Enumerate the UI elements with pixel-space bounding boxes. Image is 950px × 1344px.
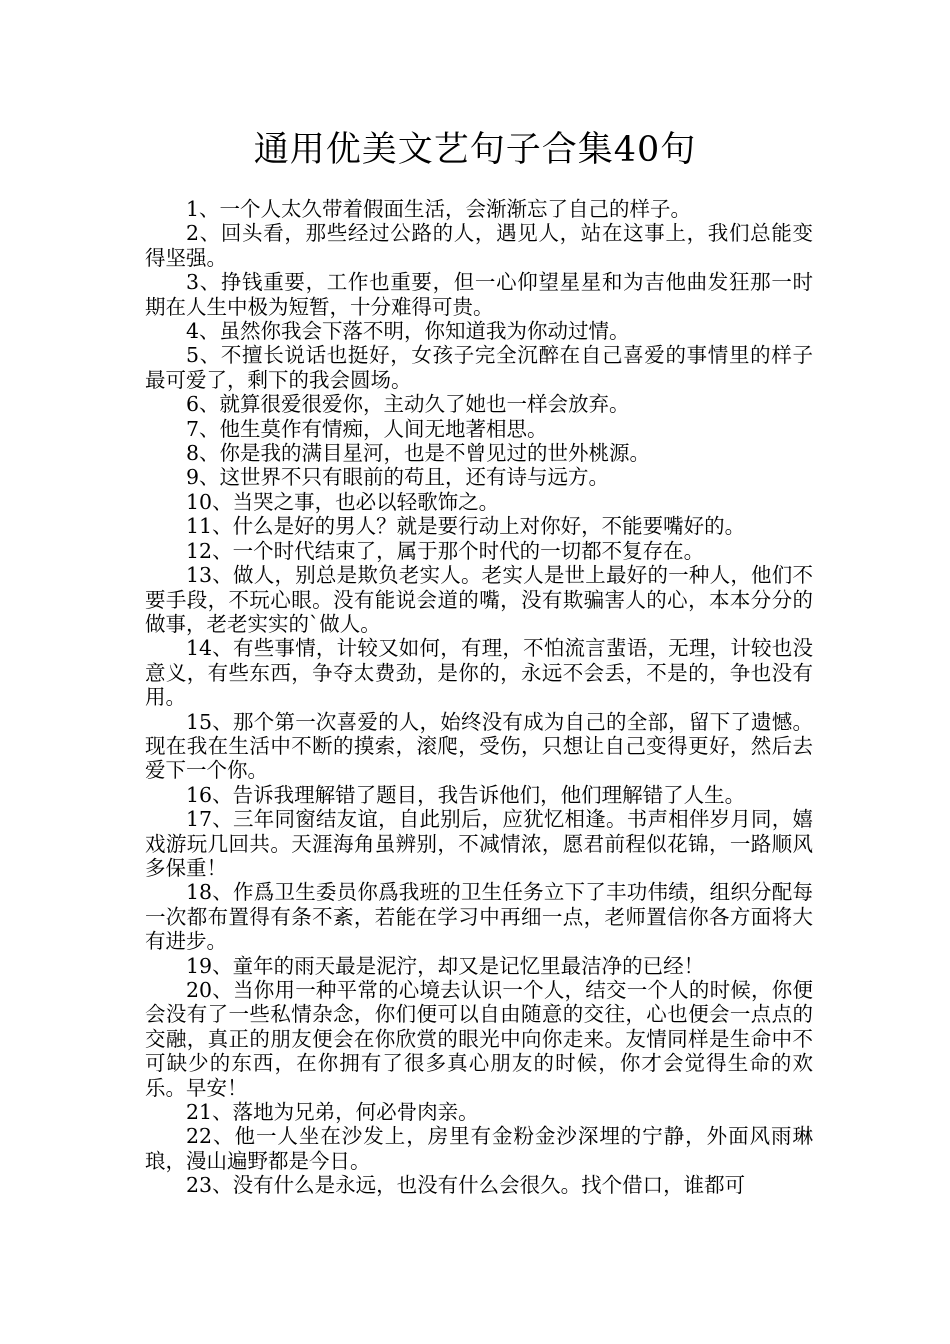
paragraph: 22、他一人坐在沙发上，房里有金粉金沙深埋的宁静，外面风雨琳琅，漫山遍野都是今日。 [145, 1124, 813, 1173]
document-title: 通用优美文艺句子合集40句 [253, 130, 697, 170]
paragraph: 21、落地为兄弟，何必骨肉亲。 [186, 1100, 479, 1125]
paragraph: 9、这世界不只有眼前的苟且，还有诗与远方。 [186, 465, 610, 490]
paragraph: 15、那个第一次喜爱的人，始终没有成为自己的全部，留下了遗憾。现在我在生活中不断的摸索，滚爬，受伤，只想让自己变得更好，然后去爱下一个你。 [145, 709, 813, 783]
paragraph: 11、什么是好的男人？就是要行动上对你好，不能要嘴好的。 [186, 514, 746, 539]
paragraph: 13、做人，别总是欺负老实人。老实人是世上最好的一种人，他们不要手段，不玩心眼。没有能说会道的嘴，没有欺骗害人的心，本本分分的做事，老老实实的`做人。 [145, 563, 813, 636]
paragraph: 2、回头看，那些经过公路的人，遇见人，站在这事上，我们总能变得坚强。 [145, 221, 813, 270]
paragraph: 16、告诉我理解错了题目，我告诉他们，他们理解错了人生。 [186, 782, 746, 807]
paragraph: 1、一个人太久带着假面生活，会渐渐忘了自己的样子。 [186, 197, 692, 221]
paragraph: 19、童年的雨天最是泥泞，却又是记忆里最洁净的已经！ [186, 953, 705, 978]
paragraph: 12、一个时代结束了，属于那个时代的一切都不复存在。 [186, 538, 705, 563]
paragraph: 23、没有什么是永远，也没有什么会很久。找个借口，谁都可 [186, 1173, 746, 1198]
document-body [145, 197, 813, 1198]
paragraph: 14、有些事情，计较又如何，有理，不怕流言蜚语，无理，计较也没意义，有些东西，争夺太费劲，是你的，永远不会丢，不是的，争也没有用。 [145, 636, 813, 710]
paragraph: 4、虽然你我会下落不明，你知道我为你动过情。 [186, 319, 630, 344]
paragraph: 10、当哭之事，也必以轻歌饰之。 [186, 489, 500, 514]
paragraph: 17、三年同窗结友谊，自此别后，应犹忆相逢。书声相伴岁月同，嬉戏游玩几回共。天涯海角虽辨别，不减情浓，愿君前程似花锦，一路顺风多保重！ [145, 807, 813, 880]
paragraph: 20、当你用一种平常的心境去认识一个人，结交一个人的时候，你便会没有了一些私情杂念，你们便可以自由随意的交往，心也便会一点点的交融，真正的朋友便会在你欣赏的眼光中向你走来。友情同样是生命中不可缺少的东西，在你拥有了很多真心朋友的时候，你才会觉得生命的欢乐。早安！ [145, 978, 813, 1100]
paragraph: 3、挣钱重要，工作也重要，但一心仰望星星和为吉他曲发狂那一时期在人生中极为短暂，十分难得可贵。 [145, 270, 813, 319]
paragraph: 18、作爲卫生委员你爲我班的卫生任务立下了丰功伟绩，组织分配每一次都布置得有条不紊，若能在学习中再细一点，老师置信你各方面将大有进步。 [145, 880, 813, 954]
paragraph: 7、他生莫作有情痴，人间无地著相思。 [186, 416, 548, 441]
paragraph: 8、你是我的满目星河，也是不曾见过的世外桃源。 [186, 441, 651, 466]
paragraph: 5、不擅长说话也挺好，女孩子完全沉醉在自己喜爱的事情里的样子最可爱了，剩下的我会圆场。 [145, 343, 813, 392]
paragraph: 6、就算很爱很爱你，主动久了她也一样会放弃。 [186, 392, 630, 417]
